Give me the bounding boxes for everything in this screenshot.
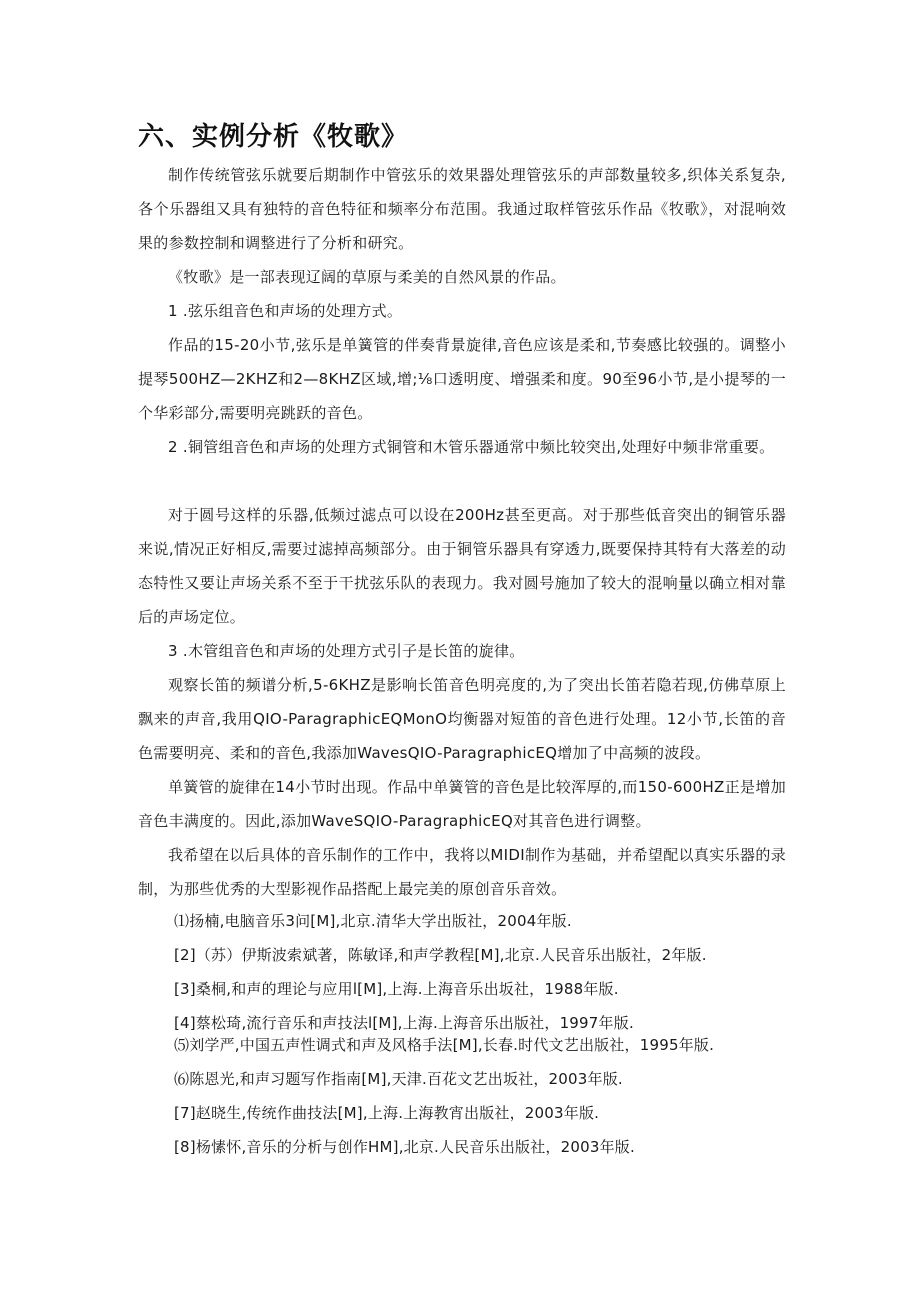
paragraph-brass — [138, 498, 786, 634]
paragraph-text: 对于圆号这样的乐器,低频过滤点可以设在200Hz甚至更高。对于那些低音突出的铜管乐器来说,情况正好相反,需要过滤掉高频部分。由于铜管乐器具有穿透力,既要保持其特有大落差的动态特性又要让声场关系不至于干扰弦乐队的表现力。我对圆号施加了较大的混响量以确立相对靠后的声场定位。 — [138, 506, 786, 626]
reference-item: ⑸刘学严,中国五声性调式和声及风格手法[M],长春.时代文艺出版社，1995年版. — [174, 1036, 715, 1054]
paragraph-text: 我希望在以后具体的音乐制作的工作中，我将以MIDI制作为基础，并希望配以真实乐器的录制，为那些优秀的大型影视作品搭配上最完美的原创音乐音效。 — [138, 846, 786, 898]
paragraph-text: 3 .木管组音色和声场的处理方式引子是长笛的旋律。 — [168, 642, 525, 660]
reference-item: ⑹陈恩光,和声习题写作指南[M],天津.百花文艺出坂社，2003年版. — [174, 1070, 623, 1088]
paragraph-text: 作品的15-20小节,弦乐是单簧管的伴奏背景旋律,音色应该是柔和,节奏感比较强的。调整小提琴500HZ—2KHZ和2—8KHZ区域,增;⅛口透明度、增强柔和度。90至96小节,是小提琴的一个华彩部分,需要明亮跳跃的音色。 — [138, 336, 786, 422]
subheading-woodwind — [138, 634, 786, 668]
reference-item: ⑴扬楠,电脑音乐3问[M],北京.清华大学出版社，2004年版. — [174, 912, 572, 930]
paragraph-text: 单簧管的旋律在14小节时出现。作品中单簧管的音色是比较浑厚的,而150-600HZ正是增加音色丰满度的。因此,添加WaveSQIO-ParagraphicEQ对其音色进行调整。 — [138, 778, 786, 830]
section-heading: 六、实例分析《牧歌》 — [138, 122, 409, 152]
reference-item: [8]杨愫怀,音乐的分析与创作HM],北京.人民音乐出版社，2003年版. — [174, 1138, 635, 1156]
paragraph-strings — [138, 328, 786, 430]
subheading-brass — [138, 430, 786, 464]
paragraph-intro — [138, 158, 786, 260]
reference-item: [3]桑桐,和声的理论与应用l[M],上海.上海音乐出坂社，1988年版. — [174, 980, 619, 998]
paragraph-work-description — [138, 260, 786, 294]
paragraph-text: 2 .铜管组音色和声场的处理方式铜管和木管乐器通常中频比较突出,处理好中频非常重要。 — [168, 438, 775, 456]
paragraph-text: 《牧歌》是一部表现辽阔的草原与柔美的自然风景的作品。 — [168, 268, 566, 286]
paragraph-clarinet — [138, 770, 786, 838]
paragraph-text: 1 .弦乐组音色和声场的处理方式。 — [168, 302, 403, 320]
paragraph-flute — [138, 668, 786, 770]
paragraph-conclusion — [138, 838, 786, 906]
reference-item: [4]蔡松琦,流行音乐和声技法l[M],上海.上海音乐出版社，1997年版. — [174, 1014, 634, 1032]
reference-item: [7]赵晓生,传统作曲技法[M],上海.上海教宵出版社，2003年版. — [174, 1104, 600, 1122]
paragraph-text: 观察长笛的频谱分析,5-6KHZ是影响长笛音色明亮度的,为了突出长笛若隐若现,仿佛草原上飘来的声音,我用QIO-ParagraphicEQMonO均衡器对短笛的音色进行处理。12小节,长笛的音色需要明亮、柔和的音色,我添加WavesQIO-ParagraphicEQ增加了中高频的波段。 — [138, 676, 786, 762]
subheading-strings — [138, 294, 786, 328]
reference-item: [2]（苏）伊斯波索斌著，陈敏译,和声学教程[M],北京.人民音乐出版社，2年版. — [174, 946, 707, 964]
paragraph-text: 制作传统管弦乐就要后期制作中管弦乐的效果器处理管弦乐的声部数量较多,织体关系复杂,各个乐器组又具有独特的音色特征和频率分布范围。我通过取样管弦乐作品《牧歌》，对混响效果的参数控制和调整进行了分析和研究。 — [138, 166, 786, 252]
